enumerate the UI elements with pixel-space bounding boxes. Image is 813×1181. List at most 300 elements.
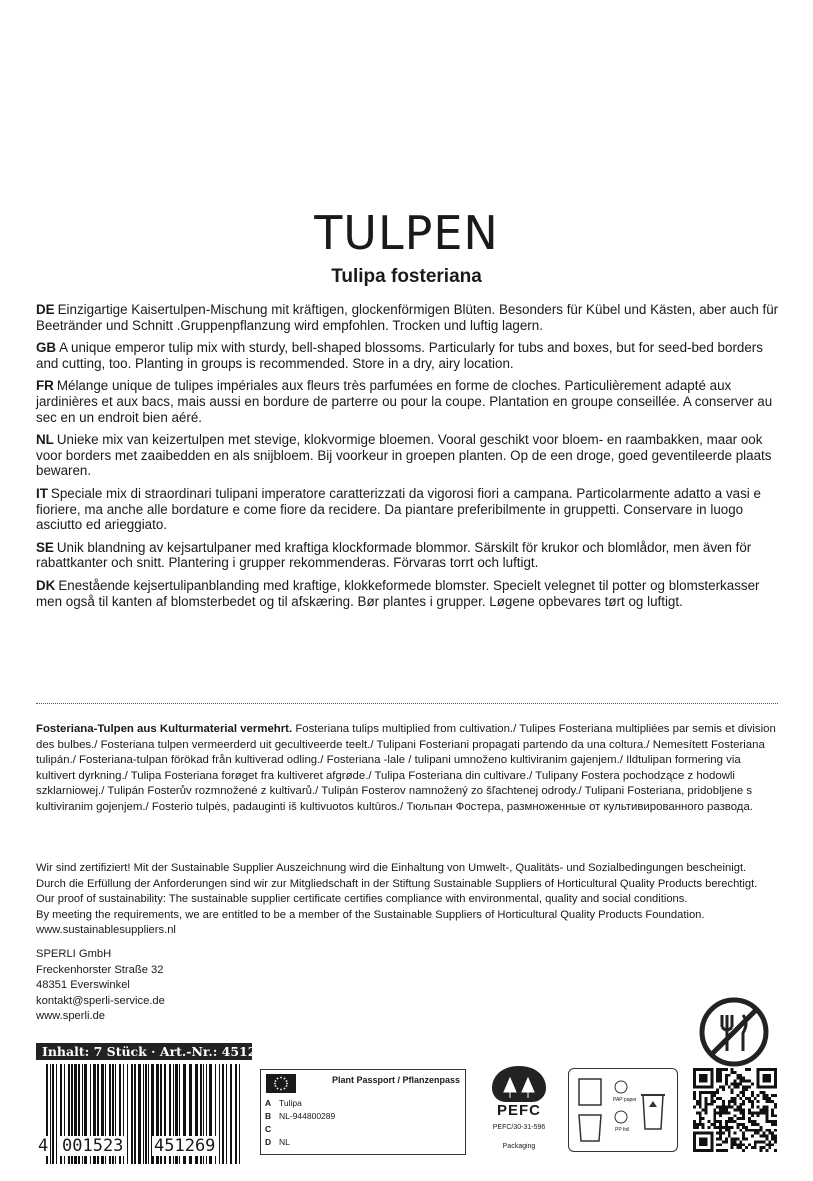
qr-module [734,1071,737,1074]
qr-module [765,1097,768,1100]
cert-line: Wir sind zertifiziert! Mit der Sustainable Supplier Auszeichnung wird die Einhaltung von Umwelt-, Qualitäts- und Sozialbedingungen bescheinigt. [36,862,747,874]
qr-module [716,1138,719,1141]
qr-module [734,1140,737,1143]
qr-module [716,1068,719,1071]
qr-module [771,1109,774,1112]
qr-module [771,1100,774,1103]
qr-module [774,1080,777,1083]
origin-text: Fosteriana tulips multiplied from cultivation./ Tulipes Fosteriana multipliées par semis et division des bulbes./ Fosteriana tulpen vermeerderd uit gecultiveerde teelt./ Tulipani Fosteriani propagati partendo da una coltura./ Nemesített Fosteriana tulipán./ Fosteriana-tulpan förökad från kultiverad odling./ Fosteriana -lale / tulipani umnoženo kultiviranim gajenjem./ Ildtulipan formering via kultivert dyrkning./ Tulipa Fosteriana forøget fra kultiveret afgrøde./ Tulipa Fosteriana din cultivare./ Tulipany Fostera pochodzące z hodowli szklarniowej./ Tulipán Fosterův rozmnožené z kultivarů./ Tulipán Fosterov namnožený zo šľachtenej odrody./ Tulipani Fosteriana, pridobljene s kultiviranim gojenjem./ Fosterio tulpės, padauginti iš kultivuotos kultūros./ Тюльпан Фостера, размноженные от культивированного развода. [36,723,776,813]
qr-module [754,1132,757,1135]
qr-module [722,1103,725,1106]
qr-module [707,1085,710,1088]
qr-module [693,1126,696,1129]
qr-module [716,1071,719,1074]
qr-module [699,1117,702,1120]
description-nl [36,432,782,479]
lang-code: DK [36,577,56,593]
qr-module [731,1140,734,1143]
pefc-packaging: Packaging [502,1143,536,1150]
qr-module [742,1135,745,1138]
barcode-digits-right: 451269 [154,1136,216,1156]
lang-code: GB [36,340,57,356]
qr-module [731,1106,734,1109]
qr-module [710,1138,713,1141]
qr-module [768,1097,771,1100]
qr-module [760,1129,763,1132]
qr-module [748,1097,751,1100]
qr-module [696,1123,699,1126]
qr-module [719,1135,722,1138]
qr-module [693,1138,696,1141]
row-key: B [265,1111,272,1121]
qr-module [757,1094,760,1097]
qr-module [768,1132,771,1135]
qr-module [693,1085,696,1088]
description-se [36,540,782,571]
qr-module [757,1082,760,1085]
qr-module [702,1126,705,1129]
qr-module [757,1140,760,1143]
qr-module [760,1111,763,1114]
qr-module [702,1085,705,1088]
qr-module [742,1149,745,1152]
qr-module [774,1129,777,1132]
qr-module [719,1097,722,1100]
barcode-digit-lead: 4 [38,1136,49,1156]
plant-passport [260,1069,466,1155]
qr-module [710,1123,713,1126]
qr-module [774,1120,777,1123]
qr-module [705,1080,708,1083]
qr-module [693,1120,696,1123]
qr-module [693,1097,696,1100]
qr-module [728,1074,731,1077]
qr-module [742,1114,745,1117]
qr-module [713,1094,716,1097]
qr-module [710,1080,713,1083]
description-text: Enestående kejsertulipanblanding med kraftige, klokkeformede blomster. Specielt velegnet til potter og blomsterkasser men også til kanten af blomsterbedet og til afskæring. Bør plantes i grupper. Løgene opbevares tørt og luftigt. [36,577,760,609]
qr-module [736,1094,739,1097]
qr-module [725,1120,728,1123]
qr-module [757,1071,760,1074]
qr-module [705,1143,708,1146]
qr-module [725,1126,728,1129]
lang-code: IT [36,485,48,501]
qr-module [719,1143,722,1146]
qr-module [768,1143,771,1146]
qr-module [699,1068,702,1071]
qr-module [710,1149,713,1152]
row-value: NL [279,1137,290,1147]
qr-module [716,1126,719,1129]
qr-module [774,1103,777,1106]
qr-module [742,1080,745,1083]
qr-module [734,1138,737,1141]
passport-row-b [265,1111,335,1121]
qr-module [763,1094,766,1097]
qr-module [765,1129,768,1132]
company-address [36,947,165,1025]
qr-module [705,1068,708,1071]
qr-module [722,1068,725,1071]
qr-module [707,1149,710,1152]
qr-module [731,1120,734,1123]
qr-module [725,1082,728,1085]
description-it [36,486,782,533]
qr-module [722,1126,725,1129]
qr-module [722,1109,725,1112]
qr-module [702,1138,705,1141]
qr-module [716,1111,719,1114]
qr-module [707,1126,710,1129]
qr-module [742,1100,745,1103]
qr-module [734,1132,737,1135]
qr-module [736,1085,739,1088]
company-name: SPERLI GmbH [36,948,112,960]
qr-module [693,1123,696,1126]
qr-module [719,1071,722,1074]
description-text: Unieke mix van keizertulpen met stevige, klokvormige bloemen. Vooral geschikt voor bloem- en raambakken, maar ook voor borders met zaaibedden en als snijbloem. Bij voorkeur in groepen planten. Op de een droge, goed geventileerde plaats bewaren. [36,432,772,479]
qr-module [768,1129,771,1132]
row-key: A [265,1098,272,1108]
description-text: A unique emperor tulip mix with sturdy, bell-shaped blossoms. Particularly for tubs and boxes, but for seed-bed borders and cutting, too. Planting in groups is recommended. Store in a dry, airy location. [36,340,763,371]
qr-module [705,1077,708,1080]
city: 48351 Everswinkel [36,979,130,991]
qr-module [774,1071,777,1074]
qr-module [736,1117,739,1120]
eu-flag-icon [266,1074,296,1093]
qr-module [751,1094,754,1097]
lang-code: SE [36,539,54,555]
qr-module [699,1132,702,1135]
qr-module [702,1074,705,1077]
qr-module [699,1103,702,1106]
description-de [36,302,782,333]
no-food-icon [697,995,771,1069]
qr-module [757,1077,760,1080]
qr-module [713,1109,716,1112]
qr-module [751,1123,754,1126]
qr-module [722,1132,725,1135]
qr-module [774,1082,777,1085]
qr-module [693,1080,696,1083]
qr-module [722,1140,725,1143]
cert-line: Durch die Erfüllung der Anforderungen sind wir zur Mitgliedschaft in der Stiftung Sustainable Suppliers of Horticultural Quality Products berechtigt. [36,877,758,890]
qr-module [699,1074,702,1077]
qr-module [739,1106,742,1109]
qr-module [745,1068,748,1071]
qr-module [771,1123,774,1126]
qr-module [716,1120,719,1123]
qr-module [760,1068,763,1071]
qr-module [728,1126,731,1129]
qr-module [751,1106,754,1109]
qr-module [754,1120,757,1123]
qr-module [763,1091,766,1094]
qr-module [734,1080,737,1083]
qr-module [739,1080,742,1083]
qr-module [713,1091,716,1094]
cert-line: By meeting the requirements, we are entitled to be a member of the Sustainable Suppliers of Horticultural Quality Products Foundation. [36,908,705,921]
qr-module [702,1068,705,1071]
qr-module [748,1111,751,1114]
qr-module [719,1132,722,1135]
qr-module [739,1109,742,1112]
qr-module [745,1088,748,1091]
qr-module [705,1103,708,1106]
qr-module [719,1138,722,1141]
qr-module [739,1077,742,1080]
qr-module [754,1146,757,1149]
qr-module [765,1120,768,1123]
qr-module [705,1109,708,1112]
qr-module [725,1080,728,1083]
qr-module [731,1138,734,1141]
qr-module [719,1123,722,1126]
qr-module [771,1068,774,1071]
qr-module [760,1126,763,1129]
qr-module [751,1135,754,1138]
qr-module [710,1094,713,1097]
qr-module [705,1085,708,1088]
qr-module [699,1111,702,1114]
qr-module [734,1082,737,1085]
qr-module [710,1097,713,1100]
qr-module [768,1100,771,1103]
qr-module [751,1082,754,1085]
qr-module [771,1111,774,1114]
qr-module [710,1143,713,1146]
qr-module [713,1114,716,1117]
qr-module [745,1080,748,1083]
qr-module [716,1077,719,1080]
barcode-digits [36,1136,252,1158]
qr-module [734,1114,737,1117]
qr-module [699,1143,702,1146]
qr-module [705,1138,708,1141]
qr-module [725,1123,728,1126]
qr-module [728,1117,731,1120]
qr-module [693,1077,696,1080]
qr-module [748,1117,751,1120]
qr-module [748,1120,751,1123]
qr-module [710,1074,713,1077]
qr-module [719,1111,722,1114]
description-dk [36,578,782,609]
qr-module [728,1106,731,1109]
description-text: Speciale mix di straordinari tulipani imperatore caratterizzati da vigorosi fiori a campana. Particolarmente adatto a vasi e fioriere, ma anche alle bordature e come fiore da recidere. Da piantare preferibilmente in gruppetti. Conservare in luogo asciutto ed arieggiato. [36,485,761,533]
qr-module [725,1129,728,1132]
qr-module [763,1111,766,1114]
qr-module [719,1085,722,1088]
qr-module [702,1132,705,1135]
qr-code[interactable] [693,1068,777,1152]
qr-module [705,1074,708,1077]
qr-module [736,1138,739,1141]
qr-module [742,1143,745,1146]
qr-module [693,1146,696,1149]
qr-module [739,1097,742,1100]
qr-module [707,1132,710,1135]
qr-module [751,1100,754,1103]
product-subtitle: Tulipa fosteriana [331,266,482,287]
qr-module [705,1149,708,1152]
qr-module [702,1140,705,1143]
qr-module [736,1082,739,1085]
qr-module [713,1111,716,1114]
dotted-divider [36,703,778,704]
qr-module [763,1109,766,1112]
qr-module [707,1068,710,1071]
qr-module [765,1106,768,1109]
qr-module [722,1088,725,1091]
qr-module [710,1091,713,1094]
passport-row-a [265,1098,302,1108]
description-gb [36,340,782,371]
qr-module [707,1091,710,1094]
qr-module [774,1140,777,1143]
qr-module [722,1085,725,1088]
qr-module [702,1091,705,1094]
cert-link[interactable]: www.sustainablesuppliers.nl [36,924,176,936]
qr-module [719,1126,722,1129]
qr-module [725,1111,728,1114]
origin-note [36,722,781,815]
qr-module [765,1077,768,1080]
pp-label: PP foil [615,1127,630,1133]
qr-module [731,1071,734,1074]
qr-module [707,1120,710,1123]
qr-module [774,1114,777,1117]
qr-module [716,1074,719,1077]
qr-module [725,1149,728,1152]
qr-module [765,1143,768,1146]
pefc-label: PEFC [496,1102,541,1119]
qr-module [739,1140,742,1143]
qr-module [771,1132,774,1135]
qr-module [719,1120,722,1123]
qr-module [768,1074,771,1077]
qr-module [763,1106,766,1109]
qr-module [699,1100,702,1103]
qr-module [722,1111,725,1114]
qr-module [754,1123,757,1126]
qr-module [774,1094,777,1097]
qr-module [751,1091,754,1094]
qr-module [774,1123,777,1126]
qr-module [748,1068,751,1071]
qr-module [774,1077,777,1080]
qr-module [731,1126,734,1129]
qr-module [745,1085,748,1088]
qr-module [763,1146,766,1149]
qr-module [705,1100,708,1103]
qr-module [728,1132,731,1135]
qr-module [760,1135,763,1138]
qr-module [748,1080,751,1083]
qr-module [705,1140,708,1143]
qr-module [699,1120,702,1123]
qr-module [751,1114,754,1117]
qr-module [728,1111,731,1114]
qr-module [736,1126,739,1129]
qr-module [725,1074,728,1077]
qr-module [757,1068,760,1071]
qr-module [757,1106,760,1109]
qr-module [739,1117,742,1120]
qr-module [696,1149,699,1152]
qr-module [699,1106,702,1109]
qr-module [765,1111,768,1114]
qr-module [751,1146,754,1149]
qr-module [731,1100,734,1103]
email-link[interactable]: kontakt@sperli-service.de [36,994,165,1007]
qr-module [705,1111,708,1114]
qr-module [765,1114,768,1117]
pap-label: PAP paper [613,1097,637,1103]
qr-module [745,1129,748,1132]
qr-module [739,1103,742,1106]
qr-module [731,1088,734,1091]
qr-module [763,1068,766,1071]
qr-module [765,1085,768,1088]
qr-module [696,1085,699,1088]
qr-module [763,1085,766,1088]
qr-module [702,1123,705,1126]
qr-module [748,1109,751,1112]
pefc-tree-icon [484,1064,554,1104]
qr-module [693,1091,696,1094]
qr-module [713,1123,716,1126]
qr-module [768,1146,771,1149]
qr-module [693,1135,696,1138]
qr-module [702,1077,705,1080]
qr-module [728,1100,731,1103]
qr-module [707,1103,710,1106]
qr-module [736,1146,739,1149]
qr-module [739,1146,742,1149]
recycling-icon [569,1069,679,1153]
qr-module [742,1132,745,1135]
qr-module [754,1140,757,1143]
qr-module [725,1109,728,1112]
qr-module [710,1082,713,1085]
qr-module [728,1129,731,1132]
qr-module [734,1109,737,1112]
qr-module [734,1120,737,1123]
description-text: Unik blandning av kejsartulpaner med kraftiga klockformade blommor. Särskilt för krukor och blomlådor, men även för rabattkanter och snitt. Plantering i grupper rekommenderas. Förvaras torrt och luftigt. [36,539,752,571]
qr-module [742,1088,745,1091]
qr-module [693,1140,696,1143]
qr-module [731,1117,734,1120]
qr-module [754,1111,757,1114]
qr-module [693,1071,696,1074]
description-text: Mélange unique de tulipes impériales aux fleurs très parfumées en forme de cloches. Particulièrement adapté aux jardinières et aux bacs, mais aussi en bordure de parterre ou pour la coupe. Plantation en groupe conseillée. A conserver au sec en un endroit bien aéré. [36,378,773,425]
product-title: TULPEN [314,206,499,260]
qr-module [705,1091,708,1094]
qr-module [736,1143,739,1146]
row-value: NL-944800289 [279,1111,336,1121]
qr-module [716,1088,719,1091]
qr-module [760,1149,763,1152]
qr-module [768,1085,771,1088]
qr-module [696,1068,699,1071]
qr-module [763,1077,766,1080]
qr-module [739,1123,742,1126]
website-link[interactable]: www.sperli.de [36,1010,106,1022]
qr-module [751,1120,754,1123]
passport-row-c [265,1124,279,1134]
